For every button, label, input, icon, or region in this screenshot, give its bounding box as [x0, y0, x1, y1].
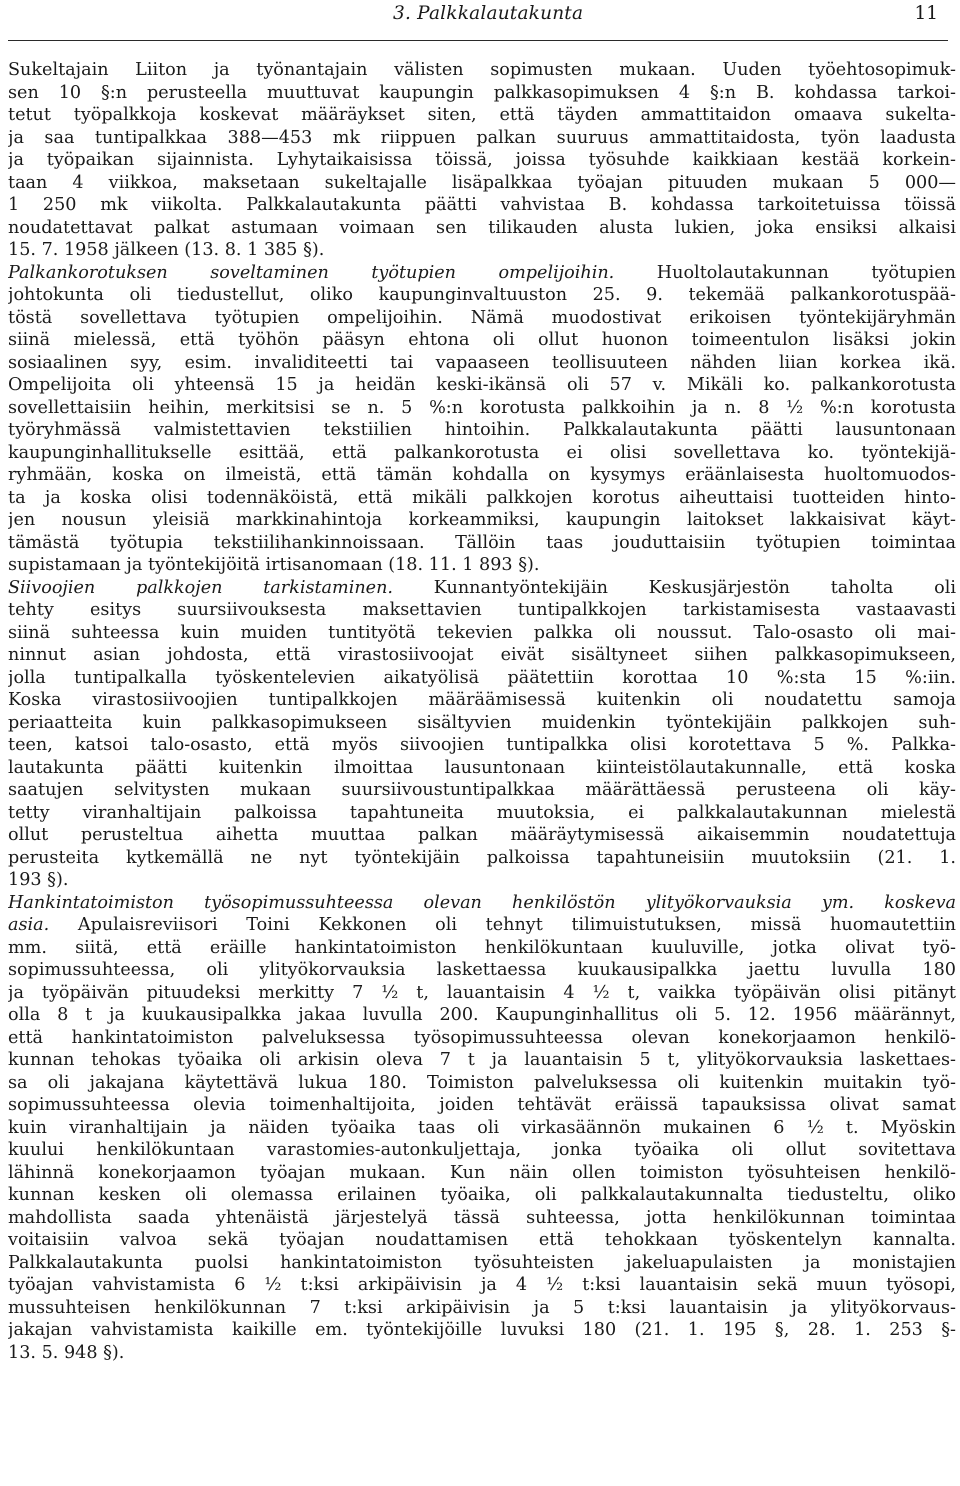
text-segment: ja työpaikan sijainnista. Lyhytaikaisissa töissä, joissa työsuhde kaikkiaan kestää korkein-	[8, 150, 956, 170]
text-segment: kunnan kesken oli olemassa erilainen työaika, oli palkkalautakunnalta tiedusteltu, oliko	[8, 1185, 956, 1205]
text-segment: ryhmään, koska on ilmeistä, että tämän kohdalla on kysymys eräänlaisesta huoltomuodos-	[8, 465, 956, 485]
text-line	[8, 554, 956, 577]
text-segment: sosiaalinen syy, esim. invaliditeetti tai vapaaseen teollisuuteen nähden liian korkea ikä.	[8, 352, 956, 373]
text-segment: sopimussuhteessa, oli ylityökorvauksia laskettaessa kuukausipalkka jaettu luvulla 180	[8, 960, 956, 980]
text-line	[8, 397, 956, 420]
text-segment: ta ja koska olisi todennäköistä, että mikäli palkkojen korotus aiheuttaisi tuotteiden hinto-	[8, 487, 956, 508]
text-line	[8, 284, 956, 307]
text-segment: jen nousun yleisiä markkinahintoja korkeammiksi, kaupungin laitokset lakkaisivat käyt-	[8, 510, 956, 530]
text-segment: sa oli jakajana käytettävä lukua 180. Toimiston palveluksessa oli kuitenkin muitakin työ-	[8, 1072, 956, 1093]
text-line	[8, 824, 956, 847]
text-line	[8, 1117, 956, 1140]
text-line	[8, 82, 956, 105]
paragraph	[8, 59, 956, 262]
text-segment: teen, katsoi talo-osasto, että myös siivoojien tuntipalkka olisi korotettava 5 %. Palkka-	[8, 735, 956, 755]
body-text	[8, 59, 956, 1364]
text-line	[8, 307, 956, 330]
text-segment: työryhmässä valmistettavien tekstiilien hintoihin. Palkkalautakunta päätti lausuntonaan	[8, 420, 956, 440]
text-line	[8, 487, 956, 510]
text-segment: taan 4 viikkoa, maksetaan sukeltajalle lisäpalkkaa työajan pituuden mukaan 5 000—	[8, 172, 956, 193]
text-line	[8, 262, 956, 285]
text-line	[8, 352, 956, 375]
text-line	[8, 1162, 956, 1185]
text-line	[8, 1049, 956, 1072]
text-line	[8, 149, 956, 172]
text-line	[8, 194, 956, 217]
text-segment: siinä mielessä, että työhön pääsyn ehtona oli ollut huonon toimeentulon lisäksi jokin	[8, 330, 956, 350]
text-segment: tetut työpalkkoja koskevat määräykset siten, että täyden ammattitaidon omaava sukelta-	[8, 105, 956, 125]
text-segment: kuului henkilökuntaan varastomies-autonkuljettaja, jonka työaika oli ollut sovitettava	[8, 1140, 956, 1160]
running-title: 3. Palkkalautakunta	[393, 3, 584, 24]
text-segment: Apulaisreviisori Toini Kekkonen oli tehnyt tilimuistutuksen, missä huomautettiin	[49, 915, 956, 935]
section-heading: asia.	[8, 915, 50, 935]
text-segment: Ompelijoita oli yhteensä 15 ja heidän keski-ikänsä oli 57 v. Mikäli ko. palkankorotusta	[8, 375, 956, 395]
text-line	[8, 1342, 956, 1365]
text-line	[8, 577, 956, 600]
text-segment: saatujen selvitysten mukaan suursiivoustuntipalkkaa määrättäessä perusteena oli käy-	[8, 780, 956, 800]
text-segment: että hankintatoimiston palveluksessa työsopimussuhteessa olevan konekorjaamon henkilö-	[8, 1027, 956, 1048]
text-line	[8, 419, 956, 442]
paragraph	[8, 577, 956, 892]
text-segment: työajan vahvistamista 6 ½ t:ksi arkipäivisin ja 4 ½ t:ksi lauantaisin sekä muun työsopi,	[8, 1275, 956, 1295]
text-line	[8, 599, 956, 622]
paragraph	[8, 262, 956, 577]
text-segment: sovellettaisiin heihin, merkitsisi se n. 5 %:n korotusta palkkoihin ja n. 8 ½ %:n korotusta	[8, 397, 956, 418]
text-line	[8, 892, 956, 915]
text-line	[8, 1139, 956, 1162]
text-line	[8, 374, 956, 397]
text-line	[8, 802, 956, 825]
text-segment: tetty viranhaltijain palkoissa tapahtuneita muutoksia, ei palkkalautakunnan mielestä	[8, 802, 956, 823]
text-segment: mm. siitä, että eräille hankintatoimiston henkilökuntaan kuuluville, jotka olivat työ-	[8, 937, 956, 958]
text-line	[8, 757, 956, 780]
text-line	[8, 959, 956, 982]
text-segment: noudatettavat palkat astumaan voimaan sen tilikauden alusta lukien, joka ensiksi alkaisi	[8, 217, 956, 238]
text-line	[8, 172, 956, 195]
text-segment: sen 10 §:n perusteella muuttuvat kaupungin palkkasopimuksen 4 §:n B. kohdassa tarkoi-	[8, 82, 956, 103]
text-segment: 15. 7. 1958 jälkeen (13. 8. 1 385 §).	[8, 240, 325, 260]
text-line	[8, 847, 956, 870]
text-line	[8, 869, 956, 892]
text-line	[8, 1207, 956, 1230]
text-line	[8, 217, 956, 240]
text-segment: 13. 5. 948 §).	[8, 1342, 125, 1363]
section-heading: Hankintatoimiston työsopimussuhteessa olevan henkilöstön ylityökorvauksia ym. koskeva	[8, 892, 956, 913]
text-line	[8, 734, 956, 757]
section-heading: Siivoojien palkkojen tarkistaminen.	[8, 577, 394, 598]
text-segment: tehty esitys suursiivouksesta maksettavien tuntipalkkojen tarkistamisesta vastaavasti	[8, 600, 956, 620]
text-segment: johtokunta oli tiedustellut, oliko kaupunginvaltuuston 25. 9. tekemää palkankorotuspää-	[8, 285, 956, 305]
text-line	[8, 1297, 956, 1320]
text-segment: Huoltolautakunnan työtupien	[614, 262, 956, 283]
text-segment: sopimussuhteessa olevia toimenhaltijoita, joiden tehtävät eräissä tapauksissa olivat samat	[8, 1095, 956, 1115]
text-segment: ollut perusteltua aihetta muuttaa palkan määräytymisessä aikaisemmin noudatettuja	[8, 825, 956, 845]
text-line	[8, 779, 956, 802]
text-segment: perusteita kytkemällä ne nyt työntekijäin palkoissa tapahtuneisiin muutoksiin (21. 1.	[8, 847, 956, 868]
text-line	[8, 1319, 956, 1342]
text-segment: Koska virastosiivoojien tuntipalkkojen määräämisessä kuitenkin oli noudatettu samoja	[8, 690, 956, 710]
text-line	[8, 1094, 956, 1117]
text-segment: 1 250 mk viikolta. Palkkalautakunta päätti vahvistaa B. kohdassa tarkoitetuissa töissä	[8, 195, 956, 215]
text-line	[8, 1184, 956, 1207]
text-line	[8, 712, 956, 735]
text-segment: Palkkalautakunta puolsi hankintatoimiston työsuhteisten jakeluapulaisten ja monistajien	[8, 1252, 956, 1273]
text-line	[8, 127, 956, 150]
text-segment: voitaisiin valvoa sekä työajan noudattamisen että tehokkaan työskentelyn kannalta.	[8, 1230, 956, 1250]
text-segment: jolla tuntipalkalla työskentelevien aikatyölisä päätettiin korottaa 10 %:sta 15 %:iin.	[8, 667, 956, 688]
text-segment: lautakunta päätti kuitenkin ilmoittaa lausuntonaan kiinteistölautakunnalle, että koska	[8, 757, 956, 778]
text-line	[8, 937, 956, 960]
text-line	[8, 1072, 956, 1095]
text-line	[8, 667, 956, 690]
text-line	[8, 1027, 956, 1050]
text-segment: periaatteita kuin palkkasopimukseen sisältyvien muidenkin työntekijäin palkkojen suh-	[8, 712, 956, 733]
text-segment: olla 8 t ja kuukausipalkka jakaa luvulla 200. Kaupunginhallitus oli 5. 12. 1956 määrännyt,	[8, 1005, 956, 1025]
text-line	[8, 1274, 956, 1297]
text-line	[8, 239, 956, 262]
text-segment: mussuhteisen henkilökunnan 7 t:ksi arkipäivisin ja 5 t:ksi lauantaisin ja ylityökorvaus-	[8, 1297, 956, 1318]
text-line	[8, 1004, 956, 1027]
text-line	[8, 914, 956, 937]
text-segment: jakajan vahvistamista kaikille em. työntekijöille luvuksi 180 (21. 1. 195 §, 28. 1. 253 §-	[8, 1320, 956, 1340]
page-number: 11	[914, 3, 938, 24]
text-segment: kaupunginhallitukselle esittää, että palkankorotusta ei olisi sovellettava ko. työntekijä-	[8, 442, 956, 463]
text-line	[8, 1229, 956, 1252]
text-line	[8, 464, 956, 487]
text-line	[8, 532, 956, 555]
document-page	[8, 0, 956, 1486]
text-segment: ninnut asian johdosta, että virastosiivoojat eivät sisältyneet siihen palkkasopimukseen,	[8, 645, 956, 665]
text-line	[8, 1252, 956, 1275]
text-segment: Sukeltajain Liiton ja työnantajain välisten sopimusten mukaan. Uuden työehtosopimuk-	[8, 60, 956, 80]
text-segment: kuin viranhaltijain ja näiden työaika taas oli virkasäännön mukainen 6 ½ t. Myöskin	[8, 1117, 956, 1138]
section-heading: Palkankorotuksen soveltaminen työtupien ompelijoihin.	[8, 262, 615, 283]
text-line	[8, 59, 956, 82]
text-segment: töstä sovellettava työtupien ompelijoihin. Nämä muodostivat erikoisen työntekijäryhmän	[8, 307, 956, 328]
text-segment: ja saa tuntipalkkaa 388—453 mk riippuen palkan suuruus ammattitaidosta, työn laadusta	[8, 127, 956, 148]
text-line	[8, 689, 956, 712]
text-segment: mahdollista saada yhtenäistä järjestelyä tässä suhteessa, jotta henkilökunnan toimintaa	[8, 1207, 956, 1228]
text-segment: tämästä työtupia tekstiilihankinnoissaan. Tällöin taas jouduttaisiin työtupien toimintaa	[8, 532, 956, 553]
text-segment: 193 §).	[8, 870, 69, 890]
text-line	[8, 644, 956, 667]
text-line	[8, 622, 956, 645]
text-segment: ja työpäivän pituudeksi merkitty 7 ½ t, lauantaisin 4 ½ t, vaikka työpäivän olisi pitänyt	[8, 982, 956, 1003]
paragraph	[8, 892, 956, 1365]
text-segment: kunnan tehokas työaika oli arkisin oleva 7 t ja lauantaisin 5 t, ylityökorvauksia laskettaes-	[8, 1050, 956, 1070]
text-segment: siinä suhteessa kuin muiden tuntityötä tekevien palkka oli noussut. Talo-osasto oli mai-	[8, 622, 956, 643]
running-header	[8, 0, 948, 41]
text-line	[8, 982, 956, 1005]
text-line	[8, 104, 956, 127]
text-line	[8, 509, 956, 532]
text-segment: Kunnantyöntekijäin Keskusjärjestön taholta oli	[393, 577, 956, 598]
text-segment: supistamaan ja työntekijöitä irtisanomaan (18. 11. 1 893 §).	[8, 555, 540, 575]
text-line	[8, 329, 956, 352]
text-segment: lähinnä konekorjaamon työajan mukaan. Kun näin ollen toimiston työsuhteisen henkilö-	[8, 1162, 956, 1183]
text-line	[8, 442, 956, 465]
